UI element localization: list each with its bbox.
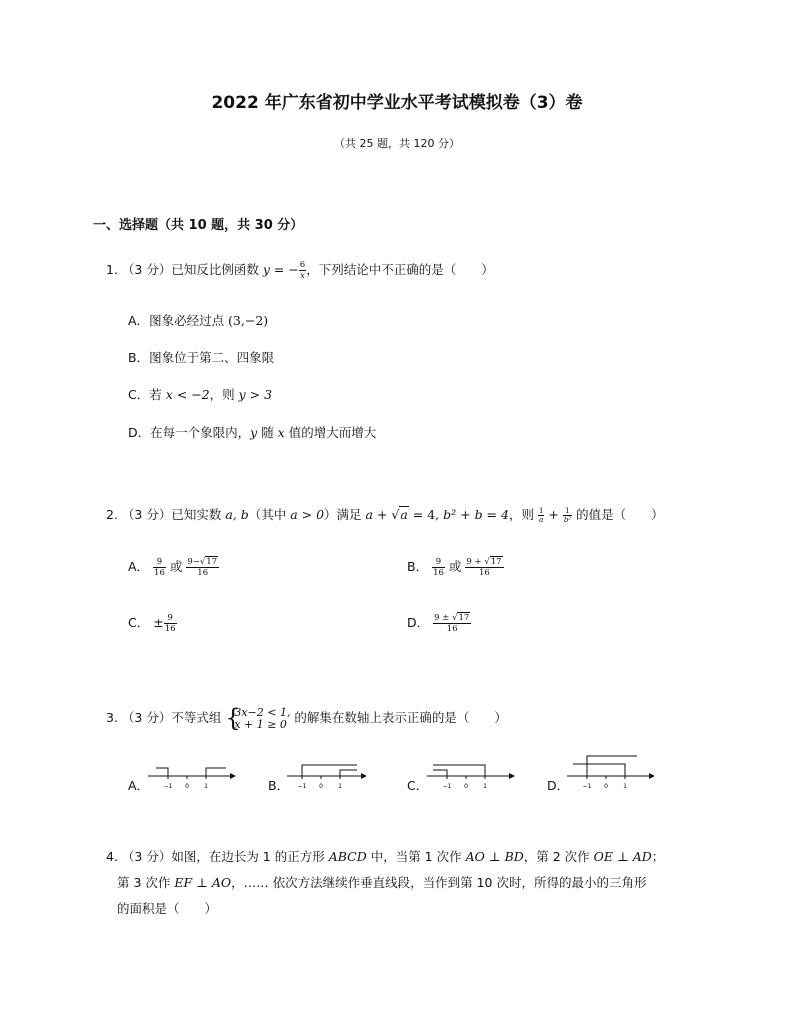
q1-option-d-letter: D． xyxy=(128,425,151,440)
q1-option-d-mid: 随 xyxy=(257,425,278,440)
q1-option-d-math-1: y xyxy=(250,425,258,440)
q2-part-2: （其中 xyxy=(248,507,291,522)
tick-label: 0 xyxy=(319,783,323,790)
question-2-stem xyxy=(106,503,664,527)
q4-text-1d: ； xyxy=(651,849,665,864)
q2-vars: a, b xyxy=(225,507,249,522)
q2-option-a-sqrt-sign: √ xyxy=(199,557,206,567)
tick-label: 1 xyxy=(204,783,208,790)
q1-option-d-pre: 在每一个象限内， xyxy=(150,425,251,440)
q2-option-d-radicand: 17 xyxy=(458,613,470,623)
q3-brace: { xyxy=(225,703,241,732)
q2-option-b[interactable] xyxy=(407,557,504,578)
question-3-stem xyxy=(106,703,507,732)
question-4-line-3: 的面积是（ ） xyxy=(117,901,218,916)
axis-arrow xyxy=(649,773,655,779)
q2-option-b-sqrt-sign: √ xyxy=(484,557,490,567)
q1-prefix: 1. （3 分）已知反比例函数 xyxy=(106,262,263,277)
q1-option-d[interactable] xyxy=(128,423,376,441)
q2-option-b-den-1: 16 xyxy=(433,568,444,578)
q4-ao-perp-bd: AO ⊥ BD xyxy=(465,849,524,864)
q4-text-1b: 中，当第 1 次作 xyxy=(366,849,466,864)
q2-option-d-letter: D． xyxy=(407,615,430,630)
q1-suffix: ，下列结论中不正确的是（ ） xyxy=(306,262,494,277)
axis-arrow xyxy=(509,773,515,779)
q3-option-c-letter: C． xyxy=(407,778,429,793)
q2-option-a-letter: A． xyxy=(128,559,150,574)
tick-label: −1 xyxy=(297,783,307,790)
q1-option-d-math-2: x xyxy=(277,425,285,440)
section-heading: 一、选择题（共 10 题，共 30 分） xyxy=(93,218,304,233)
q3-option-b-letter: B． xyxy=(268,778,290,793)
q2-condition: a > 0 xyxy=(290,507,325,522)
q2-option-a-or: 或 xyxy=(165,559,187,574)
q2-option-a-radicand: 17 xyxy=(206,557,218,567)
q2-option-b-fraction-1 xyxy=(432,557,445,578)
q1-option-a-point: (3,−2) xyxy=(228,313,269,328)
q2-option-b-num-2 xyxy=(465,557,503,568)
tick-label: 0 xyxy=(185,783,189,790)
q2-option-b-den-2: 16 xyxy=(479,568,490,578)
q1-option-b-letter: B． xyxy=(128,350,150,365)
q3-option-b[interactable] xyxy=(285,760,369,792)
q2-option-a-fraction-2 xyxy=(186,557,219,578)
q2-option-a-num-2 xyxy=(186,557,219,568)
q2-fraction-2 xyxy=(563,507,572,524)
q2-option-a-fraction-1 xyxy=(153,557,166,578)
q2-fraction-2-den: b² xyxy=(563,516,572,524)
q1-option-c[interactable] xyxy=(128,385,272,403)
q1-option-a-text: 图象必经过点 xyxy=(149,313,229,328)
q3-option-d-number-line xyxy=(565,752,657,792)
q3-option-d-letter: D． xyxy=(547,778,570,793)
q2-option-c-den: 16 xyxy=(164,624,176,634)
q2-option-b-letter: B． xyxy=(407,559,429,574)
q2-eq2: b² + b = 4 xyxy=(443,507,509,522)
tick-label: 1 xyxy=(338,783,342,790)
question-4-line-1 xyxy=(106,845,664,869)
q2-option-b-fraction-2 xyxy=(465,557,503,578)
q2-option-c-num: 9 xyxy=(164,613,177,624)
q2-part-1: 2. （3 分）已知实数 xyxy=(106,507,226,522)
q2-fraction-2-num: 1 xyxy=(563,507,572,516)
q3-option-a-letter: A． xyxy=(128,778,150,793)
q2-option-a-num-1: 9 xyxy=(153,557,166,568)
q3-suffix: 的解集在数轴上表示正确的是（ ） xyxy=(290,710,507,725)
page-subtitle: （共 25 题，共 120 分） xyxy=(334,137,460,150)
q2-option-c-plus-minus: ± xyxy=(153,615,164,630)
q3-inequality-1: 3x−2 < 1, xyxy=(234,705,291,719)
q2-eq1-radicand: a xyxy=(400,507,408,522)
q2-option-b-num-1: 9 xyxy=(432,557,445,568)
q2-fraction-1-den: a xyxy=(539,516,544,524)
q4-text-2a: 第 3 次作 xyxy=(117,875,175,890)
q2-fraction-1-num: 1 xyxy=(538,507,544,515)
q2-option-d-num-prefix: 9 ± xyxy=(434,613,453,623)
q2-option-a[interactable] xyxy=(128,557,219,578)
page-title: 2022 年广东省初中学业水平考试模拟卷（3）卷 xyxy=(211,93,583,113)
tick-label: 0 xyxy=(464,783,468,790)
solution-ray-lower xyxy=(573,764,625,776)
q3-option-a[interactable] xyxy=(146,760,238,792)
q2-part-5: 的值是（ ） xyxy=(572,507,664,522)
q2-option-c-letter: C． xyxy=(128,615,150,630)
q2-option-d-den: 16 xyxy=(446,624,458,634)
tick-label: 1 xyxy=(483,783,487,790)
q3-option-a-number-line xyxy=(146,760,238,792)
tick-label: 1 xyxy=(623,783,627,790)
solution-ray-short xyxy=(340,770,357,776)
solution-ray-right xyxy=(206,768,226,776)
q2-eq1-b: = 4, xyxy=(408,507,444,522)
q4-text-1a: 4. （3 分）如图，在边长为 1 的正方形 xyxy=(106,849,329,864)
q2-part-4: ，则 xyxy=(508,507,538,522)
tick-label: −1 xyxy=(582,783,592,790)
q3-inequality-2: x + 1 ≥ 0 xyxy=(234,717,287,731)
q1-option-d-post: 值的增大而增大 xyxy=(284,425,377,440)
solution-ray-left xyxy=(156,768,168,776)
q2-option-b-num-2-prefix: 9 + xyxy=(466,557,485,567)
q1-option-a[interactable] xyxy=(128,311,268,329)
q1-option-c-math-1: x < −2 xyxy=(165,387,210,402)
q2-option-d[interactable] xyxy=(407,613,471,634)
q2-option-b-radicand: 17 xyxy=(490,557,502,567)
tick-label: 0 xyxy=(604,783,608,790)
question-1-stem xyxy=(106,258,494,282)
q1-option-a-letter: A． xyxy=(128,313,150,328)
q2-option-d-fraction xyxy=(433,613,471,634)
tick-label: −1 xyxy=(163,783,173,790)
q2-option-c-fraction xyxy=(164,613,177,634)
q4-oe-perp-ad: OE ⊥ AD xyxy=(593,849,652,864)
q4-text-2b: ，…… 依次方法继续作垂直线段，当作到第 10 次时，所得的最小的三角形 xyxy=(231,875,647,890)
q2-option-a-den-2: 16 xyxy=(197,568,209,578)
q3-option-c[interactable] xyxy=(425,760,517,792)
q3-inequality-system xyxy=(225,703,291,732)
q3-prefix: 3. （3 分）不等式组 xyxy=(106,710,226,725)
tick-label: −1 xyxy=(442,783,452,790)
question-4-line-2 xyxy=(117,871,646,895)
q2-option-a-num-2-prefix: 9− xyxy=(187,557,200,567)
q1-option-b[interactable] xyxy=(128,348,274,366)
q1-option-c-mid: ，则 xyxy=(209,387,239,402)
q2-option-c[interactable] xyxy=(128,613,177,634)
q2-option-a-den-1: 16 xyxy=(154,568,165,578)
q4-text-1c: ，第 2 次作 xyxy=(523,849,594,864)
q4-ef-perp-ao: EF ⊥ AO xyxy=(174,875,232,890)
q2-part-3: ）满足 xyxy=(324,507,366,522)
q1-function-lhs: y = − xyxy=(262,262,299,277)
q3-option-b-number-line xyxy=(285,760,369,792)
q1-option-c-letter: C． xyxy=(128,387,150,402)
q1-option-c-math-2: y > 3 xyxy=(238,387,273,402)
q1-fraction-numerator: 6 xyxy=(299,260,306,270)
q2-option-d-sqrt-sign: √ xyxy=(452,613,458,623)
axis-arrow xyxy=(230,773,236,779)
q3-option-d[interactable] xyxy=(565,752,657,792)
q2-plus: + xyxy=(544,507,563,522)
q2-sqrt-sign: √ xyxy=(391,507,400,522)
q2-option-d-num xyxy=(433,613,471,624)
q4-square-name: ABCD xyxy=(328,849,367,864)
solution-ray-short xyxy=(433,770,447,776)
q1-fraction-denominator: x xyxy=(300,271,305,281)
q2-option-b-or: 或 xyxy=(444,559,466,574)
q1-option-c-pre: 若 xyxy=(149,387,166,402)
q3-option-c-number-line xyxy=(425,760,517,792)
solution-ray-upper xyxy=(587,756,637,776)
q1-option-b-text: 图象位于第二、四象限 xyxy=(149,350,275,365)
q2-eq1-a: a + xyxy=(365,507,392,522)
axis-arrow xyxy=(361,773,367,779)
